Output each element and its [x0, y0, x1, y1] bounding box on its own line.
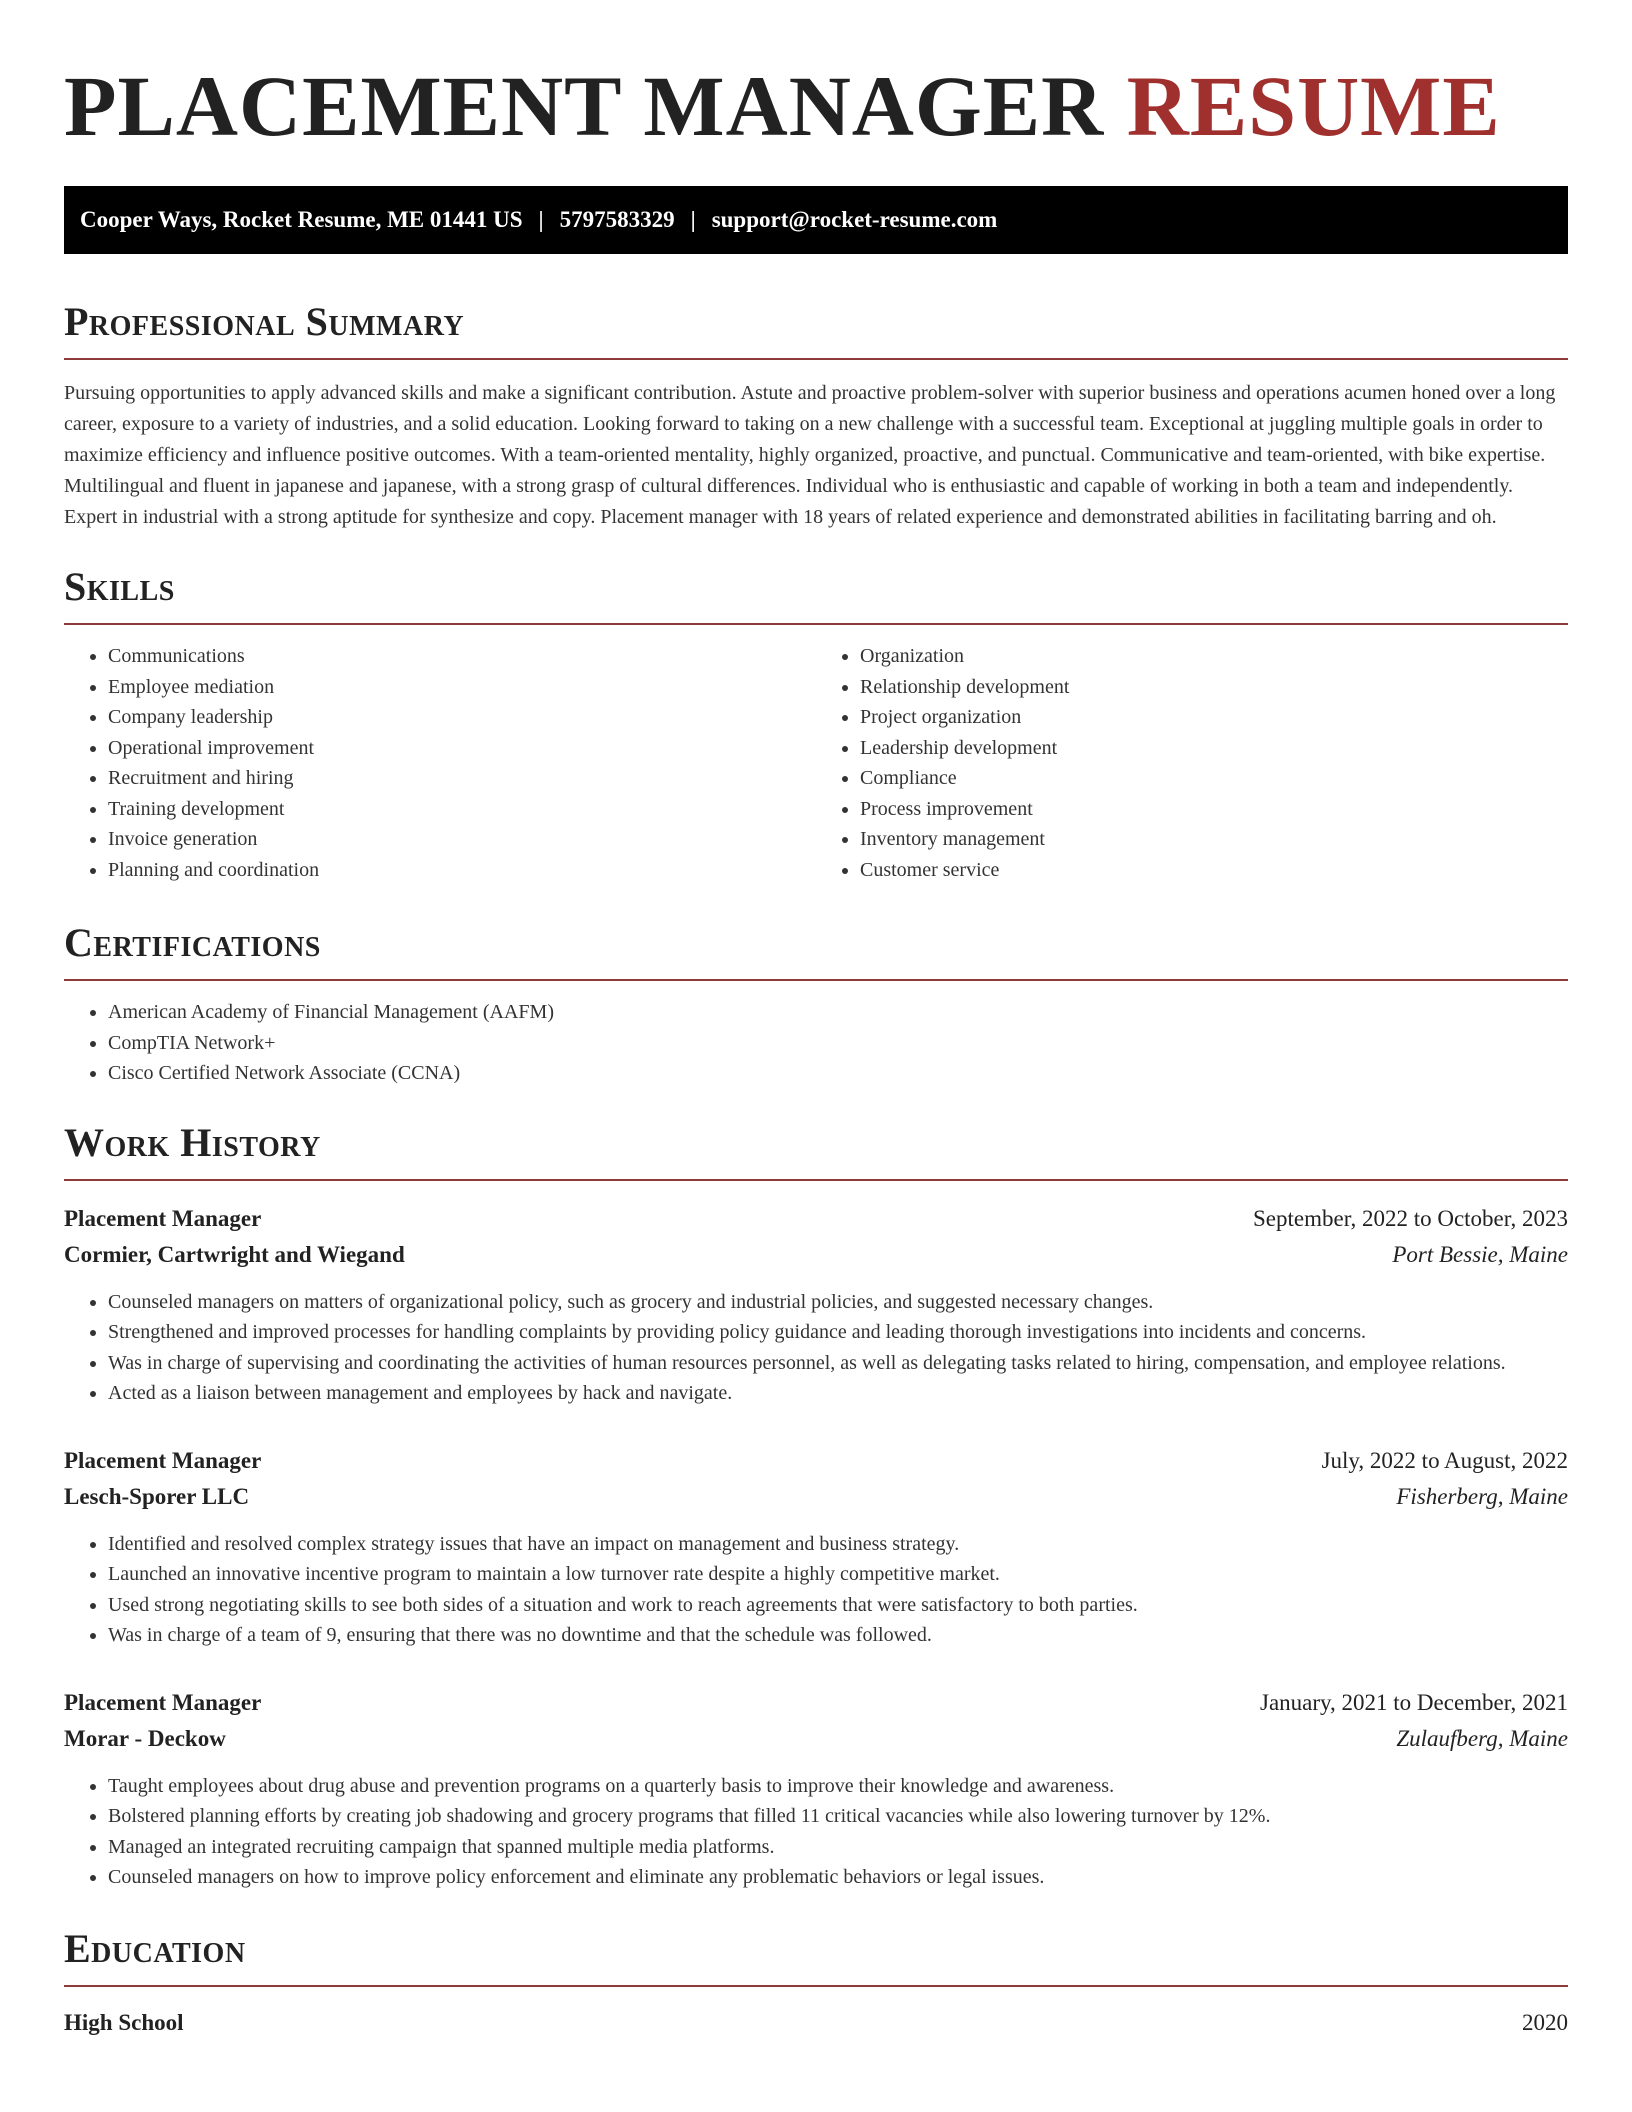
summary-text: Pursuing opportunities to apply advanced skills and make a significant contribution. Astute and proactive problem-solver with superior business and operations acumen honed over a long career, exposure to a variety of industries, and a solid education. Looking forward to taking on a new challenge with a successful team. Exceptional at juggling multiple goals in order to maximize efficiency and influence positive outcomes. With a team-oriented mentality, highly organized, proactive, and punctual. Communicative and team-oriented, with bike expertise. Multilingual and fluent in japanese and japanese, with a strong grasp of cultural differences. Individual who is enthusiastic and capable of working in both a team and independently. Expert in industrial with a strong aptitude for synthesize and copy. Placement manager with 18 years of related experience and demonstrated abilities in facilitating barring and oh. — [64, 382, 1556, 528]
skill-item: • Planning and coordination — [108, 855, 816, 886]
job-bullet: • Counseled managers on how to improve policy enforcement and eliminate any problematic behaviors or legal issues. — [108, 1862, 1568, 1893]
title-accent: RESUME — [1126, 58, 1501, 154]
skills-section — [64, 563, 1568, 885]
job-bullet: • Identified and resolved complex strategy issues that have an impact on management and business strategy. — [108, 1529, 1568, 1560]
work-history-section — [64, 1119, 1568, 1893]
skill-item: • Employee mediation — [108, 672, 816, 703]
skill-item: • Communications — [108, 641, 816, 672]
resume-title — [64, 0, 1568, 154]
job-bullets — [64, 1771, 1568, 1893]
job-bullet: • Used strong negotiating skills to see both sides of a situation and work to reach agreements that were satisfactory to both parties. — [108, 1590, 1568, 1621]
contact-phone: 5797583329 — [559, 207, 675, 232]
summary-section — [64, 298, 1568, 533]
skill-item: • Organization — [860, 641, 1568, 672]
job-location: Fisherberg, Maine — [1396, 1483, 1568, 1509]
certification-item: • Cisco Certified Network Associate (CCNA) — [108, 1058, 1568, 1089]
job-bullet: • Was in charge of supervising and coordinating the activities of human resources personnel, as well as delegating tasks related to hiring, compensation, and employee relations. — [108, 1348, 1568, 1379]
job-bullet: • Acted as a liaison between management and employees by hack and navigate. — [108, 1378, 1568, 1409]
certifications-section — [64, 919, 1568, 1089]
job-company-row — [64, 1237, 1568, 1273]
job-title-row — [64, 1201, 1568, 1237]
skills-list-right — [816, 641, 1568, 885]
job-bullet: • Managed an integrated recruiting campaign that spanned multiple media platforms. — [108, 1832, 1568, 1863]
job-entry — [64, 1443, 1568, 1651]
education-degree: High School — [64, 2009, 184, 2035]
job-company: Lesch-Sporer LLC — [64, 1483, 250, 1509]
skills-list-left — [64, 641, 816, 885]
certification-item: • American Academy of Financial Management (AAFM) — [108, 997, 1568, 1028]
job-company: Cormier, Cartwright and Wiegand — [64, 1241, 405, 1267]
summary-heading: Professional Summary — [64, 298, 1568, 360]
skill-item: • Leadership development — [860, 733, 1568, 764]
education-entry — [64, 2005, 1568, 2041]
skill-item: • Recruitment and hiring — [108, 763, 816, 794]
job-bullet: • Bolstered planning efforts by creating job shadowing and grocery programs that filled 11 critical vacancies while also lowering turnover by 12%. — [108, 1801, 1568, 1832]
job-dates: January, 2021 to December, 2021 — [1260, 1689, 1568, 1715]
education-heading: Education — [64, 1925, 1568, 1987]
title-main: PLACEMENT MANAGER — [64, 58, 1105, 154]
job-dates: July, 2022 to August, 2022 — [1321, 1447, 1568, 1473]
certifications-list — [64, 997, 1568, 1089]
job-location: Zulaufberg, Maine — [1396, 1725, 1568, 1751]
job-bullet: • Launched an innovative incentive program to maintain a low turnover rate despite a highly competitive market. — [108, 1559, 1568, 1590]
skill-item: • Process improvement — [860, 794, 1568, 825]
job-title: Placement Manager — [64, 1447, 262, 1473]
job-company: Morar - Deckow — [64, 1725, 226, 1751]
skill-item: • Relationship development — [860, 672, 1568, 703]
certifications-heading: Certifications — [64, 919, 1568, 981]
contact-email: support@rocket-resume.com — [711, 207, 998, 232]
job-bullet: • Strengthened and improved processes for handling complaints by providing policy guidance and leading thorough investigations into incidents and concerns. — [108, 1317, 1568, 1348]
skill-item: • Customer service — [860, 855, 1568, 886]
contact-bar — [64, 186, 1568, 254]
job-company-row — [64, 1479, 1568, 1515]
education-row — [64, 2005, 1568, 2041]
skill-item: • Training development — [108, 794, 816, 825]
job-entry — [64, 1685, 1568, 1893]
job-bullets — [64, 1287, 1568, 1409]
job-bullet: • Counseled managers on matters of organizational policy, such as grocery and industrial policies, and suggested necessary changes. — [108, 1287, 1568, 1318]
skills-heading: Skills — [64, 563, 1568, 625]
job-location: Port Bessie, Maine — [1392, 1241, 1568, 1267]
skill-item: • Operational improvement — [108, 733, 816, 764]
skill-item: • Project organization — [860, 702, 1568, 733]
education-section — [64, 1925, 1568, 2041]
job-bullet: • Was in charge of a team of 9, ensuring that there was no downtime and that the schedule was followed. — [108, 1620, 1568, 1651]
skill-item: • Company leadership — [108, 702, 816, 733]
job-title: Placement Manager — [64, 1205, 262, 1231]
job-entry — [64, 1201, 1568, 1409]
job-bullets — [64, 1529, 1568, 1651]
education-year: 2020 — [1522, 2009, 1568, 2035]
job-dates: September, 2022 to October, 2023 — [1253, 1205, 1568, 1231]
job-bullet: • Taught employees about drug abuse and prevention programs on a quarterly basis to improve their knowledge and awareness. — [108, 1771, 1568, 1802]
job-company-row — [64, 1721, 1568, 1757]
skill-item: • Compliance — [860, 763, 1568, 794]
work-history-heading: Work History — [64, 1119, 1568, 1181]
skill-item: • Inventory management — [860, 824, 1568, 855]
contact-separator: | — [538, 207, 544, 232]
job-title-row — [64, 1443, 1568, 1479]
job-title: Placement Manager — [64, 1689, 262, 1715]
job-title-row — [64, 1685, 1568, 1721]
contact-separator: | — [690, 207, 696, 232]
contact-address: Cooper Ways, Rocket Resume, ME 01441 US — [80, 207, 523, 232]
skill-item: • Invoice generation — [108, 824, 816, 855]
skills-grid — [64, 625, 1568, 885]
certification-item: • CompTIA Network+ — [108, 1028, 1568, 1059]
